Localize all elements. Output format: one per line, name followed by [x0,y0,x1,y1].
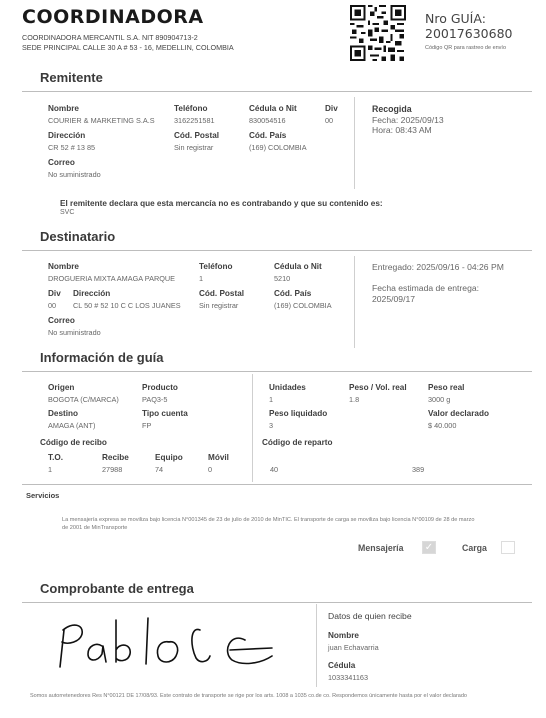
destinatario-direccion-label: Dirección [73,289,111,298]
recibe-label: Recibe [102,453,129,462]
destinatario-correo: No suministrado [48,328,101,337]
estimada-label: Fecha estimada de entrega: [372,283,480,293]
remitente-direccion-label: Dirección [48,131,86,140]
movil-value: 0 [208,465,213,474]
peso-real-value: 3000 g [428,395,451,404]
remitente-cedula-label: Cédula o Nit [249,104,297,113]
guia-label: Nro GUÍA: [425,11,486,26]
remitente-div: 00 [325,116,334,125]
remitente-pais: (169) COLOMBIA [249,143,307,152]
codigo-reparto-label: Código de reparto [262,438,333,447]
estimada-fecha: 2025/09/17 [372,294,416,304]
destinatario-cedula-label: Cédula o Nit [274,262,322,271]
tipo-cuenta-label: Tipo cuenta [142,409,188,418]
divider [22,484,532,485]
destinatario-telefono-label: Teléfono [199,262,233,271]
valor-declarado-label: Valor declarado [428,409,489,418]
guia-number: 20017630680 [425,26,513,41]
codigo-reparto-1: 40 [270,465,279,474]
producto-label: Producto [142,383,178,392]
remitente-nombre: COURIER & MARKETING S.A.S [48,116,155,125]
destinatario-title: Destinatario [40,229,116,244]
servicios-title: Servicios [26,491,60,500]
recibe-nombre-label: Nombre [328,631,359,640]
codigo-reparto-2: 389 [412,465,425,474]
remitente-postal: Sin registrar [174,143,214,152]
check-icon: ✓ [424,542,434,553]
guia-title: Información de guía [40,350,164,365]
datos-recibe-label: Datos de quien recibe [328,611,412,621]
mensajeria-checkbox[interactable] [422,541,436,554]
destinatario-div-label: Div [48,289,61,298]
unidades-value: 1 [269,395,274,404]
destinatario-div: 00 [48,301,57,310]
peso-liquidado-label: Peso liquidado [269,409,328,418]
divider [22,91,532,92]
movil-label: Móvil [208,453,229,462]
carga-checkbox[interactable] [501,541,515,554]
legal-footer: Somos autorretenedores Res N°00121 DE 17/08/93. Este contrato de transporte se rige por los arts. 1008 a 1035 co.de co. Respondemos únicamente hasta por el valor declarado [30,693,467,699]
producto-value: PAQ3-5 [142,395,168,404]
recibe-cedula-label: Cédula [328,661,356,670]
to-label: T.O. [48,453,64,462]
peso-vol-value: 1.8 [349,395,360,404]
divider [354,97,355,189]
peso-real-label: Peso real [428,383,465,392]
destinatario-nombre: DROGUERIA MIXTA AMAGA PARQUE [48,274,176,283]
company-address: SEDE PRINCIPAL CALLE 30 A # 53 - 16, MEDELLIN, COLOMBIA [22,43,234,52]
declaracion-contenido: SVC [60,209,75,216]
codigo-recibo-label: Código de recibo [40,438,107,447]
company-info [22,33,234,53]
divider [22,250,532,251]
destinatario-nombre-label: Nombre [48,262,79,271]
guia-number-block [425,11,512,41]
destinatario-direccion: CL 50 # 52 10 C C LOS JUANES [73,301,181,310]
unidades-label: Unidades [269,383,306,392]
qr-note: Código QR para rastreo de envío [425,45,507,51]
equipo-label: Equipo [155,453,183,462]
qr-code-icon [347,5,409,61]
destinatario-correo-label: Correo [48,316,75,325]
destinatario-telefono: 1 [199,274,204,283]
signature-image [50,612,290,682]
tipo-cuenta-value: FP [142,421,152,430]
recibe-nombre: juan Echavarria [328,643,379,652]
origen-value: BOGOTA (C/MARCA) [48,395,119,404]
origen-label: Origen [48,383,75,392]
remitente-title: Remitente [40,70,103,85]
recibe-cedula: 1033341163 [328,673,369,682]
company-nit: COORDINADORA MERCANTIL S.A. NIT 890904713-2 [22,33,198,42]
remitente-correo-label: Correo [48,158,75,167]
to-value: 1 [48,465,53,474]
valor-declarado-value: $ 40.000 [428,421,457,430]
recogida-hora: Hora: 08:43 AM [372,125,432,135]
remitente-pais-label: Cód. País [249,131,287,140]
remitente-nombre-label: Nombre [48,104,79,113]
recibe-value: 27988 [102,465,123,474]
destinatario-postal-label: Cód. Postal [199,289,245,298]
destino-label: Destino [48,409,79,418]
carga-label: Carga [462,543,487,553]
peso-vol-label: Peso / Vol. real [349,383,407,392]
peso-liquidado-value: 3 [269,421,274,430]
recogida-fecha: Fecha: 2025/09/13 [372,115,444,125]
remitente-telefono: 3162251581 [174,116,215,125]
entregado-fecha: Entregado: 2025/09/16 - 04:26 PM [372,262,504,272]
destino-value: AMAGA (ANT) [48,421,96,430]
divider [252,374,253,482]
equipo-value: 74 [155,465,164,474]
comprobante-title: Comprobante de entrega [40,581,194,596]
divider [354,256,355,348]
mensajeria-label: Mensajería [358,543,404,553]
remitente-correo: No suministrado [48,170,101,179]
divider [22,371,532,372]
divider [22,602,532,603]
destinatario-pais-label: Cód. País [274,289,312,298]
destinatario-cedula: 5210 [274,274,291,283]
servicios-legal: La mensajería expresa se moviliza bajo licencia N°001345 de 23 de julio de 2010 de MinTIC. El transporte de carga se moviliza bajo licencia N°00109 de 28 de marzo de 2001 de MinTransporte [62,517,475,531]
declaracion-text: El remitente declara que esta mercancía no es contrabando y que su contenido es: [60,199,383,208]
company-logo: COORDINADORA [22,6,204,28]
remitente-direccion: CR 52 # 13 85 [48,143,96,152]
destinatario-pais: (169) COLOMBIA [274,301,332,310]
divider [316,604,317,687]
remitente-telefono-label: Teléfono [174,104,208,113]
destinatario-postal: Sin registrar [199,301,239,310]
recogida-label: Recogida [372,104,412,114]
remitente-cedula: 830054516 [249,116,286,125]
remitente-postal-label: Cód. Postal [174,131,220,140]
remitente-div-label: Div [325,104,338,113]
